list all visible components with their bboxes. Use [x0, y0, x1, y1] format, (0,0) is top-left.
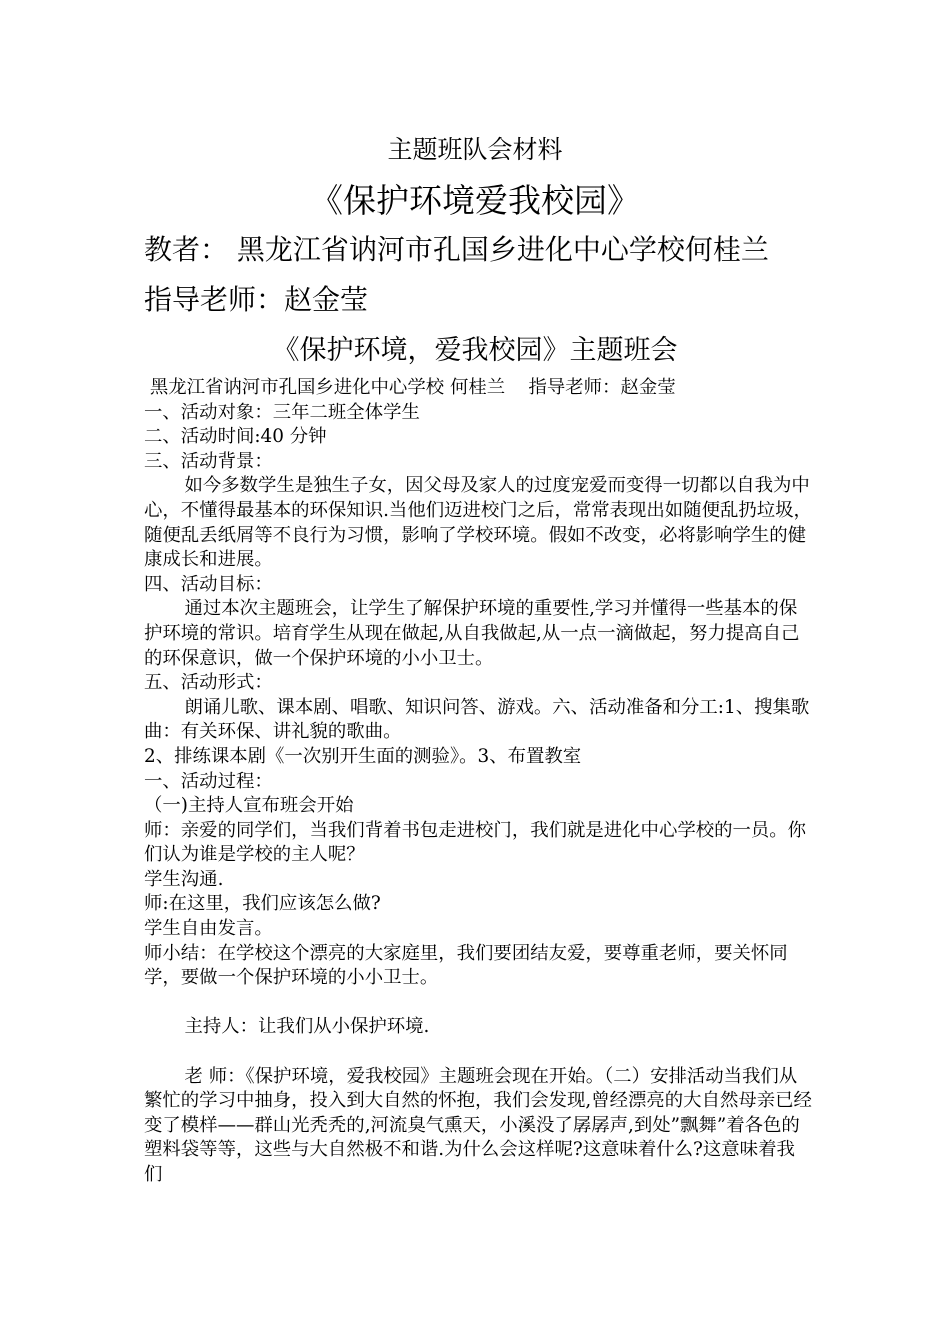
- paragraph: 主持人：让我们从小保护环境.: [184, 1016, 430, 1038]
- paragraph: 五、活动形式：: [144, 672, 273, 694]
- paragraph-spacer: [144, 1040, 812, 1065]
- paragraph: 一、活动对象：三年二班全体学生: [144, 401, 420, 423]
- section-title: 《保护环境，爱我校园》主题班会: [272, 335, 678, 366]
- document-subtitle: 《保护环境爱我校园》: [310, 181, 640, 220]
- paragraph: 师:在这里，我们应该怎么做?: [144, 893, 381, 915]
- paragraph: 师小结：在学校这个漂亮的大家庭里，我们要团结友爱，要尊重老师，要关怀同学，要做一个保护环境的小小卫士。: [144, 942, 788, 989]
- document-body: [144, 376, 812, 1188]
- document-title: 主题班队会材料: [387, 135, 563, 164]
- paragraph: 朗诵儿歌、课本剧、唱歌、知识问答、游戏。六、活动准备和分工:1、搜集歌曲：有关环保、讲礼貌的歌曲。: [144, 696, 810, 743]
- advisor-line: 指导老师：赵金莹: [144, 283, 369, 316]
- paragraph: 学生自由发言。: [144, 918, 273, 940]
- paragraph: 一、活动过程：: [144, 770, 273, 792]
- paragraph: 通过本次主题班会，让学生了解保护环境的重要性,学习并懂得一些基本的保护环境的常识。培育学生从现在做起,从自我做起,从一点一滴做起，努力提高自己的环保意识，做一个保护环境的小小卫士。: [144, 598, 800, 669]
- byline: 黑龙江省讷河市孔国乡进化中心学校 何桂兰 指导老师：赵金莹: [144, 377, 676, 398]
- paragraph: 2、排练课本剧《一次别开生面的测验》。3、布置教室: [144, 745, 582, 767]
- paragraph: 如今多数学生是独生子女，因父母及家人的过度宠爱而变得一切都以自我为中心，不懂得最基本的环保知识.当他们迈进校门之后，常常表现出如随便乱扔垃圾，随便乱丢纸屑等不良行为习惯，影响了学校环境。假如不改变，必将影响学生的健康成长和进展。: [144, 475, 812, 571]
- paragraph: 学生沟通.: [144, 868, 224, 890]
- paragraph: 老 师：《保护环境，爱我校园》主题班会现在开始。（二）安排活动当我们从繁忙的学习中抽身，投入到大自然的怀抱，我们会发现,曾经漂亮的大自然母亲已经变了模样——群山光秃秃的,河流臭气熏天，小溪没了孱孱声,到处”飘舞”着各色的塑料袋等等，这些与大自然极不和谐.为什么会这样呢?这意味着什么?这意味着我们: [144, 1065, 812, 1185]
- paragraph: （一)主持人宣布班会开始: [144, 795, 354, 817]
- paragraph: 四、活动目标：: [144, 573, 273, 595]
- paragraph: 师：亲爱的同学们，当我们背着书包走进校门，我们就是进化中心学校的一员。你们认为谁是学校的主人呢？: [144, 819, 807, 866]
- author-line: 教者： 黑龙江省讷河市孔国乡进化中心学校何桂兰: [144, 233, 769, 266]
- paragraph: 二、活动时间:40 分钟: [144, 426, 327, 448]
- paragraph-spacer: [144, 991, 812, 1016]
- paragraph: 三、活动背景：: [144, 450, 273, 472]
